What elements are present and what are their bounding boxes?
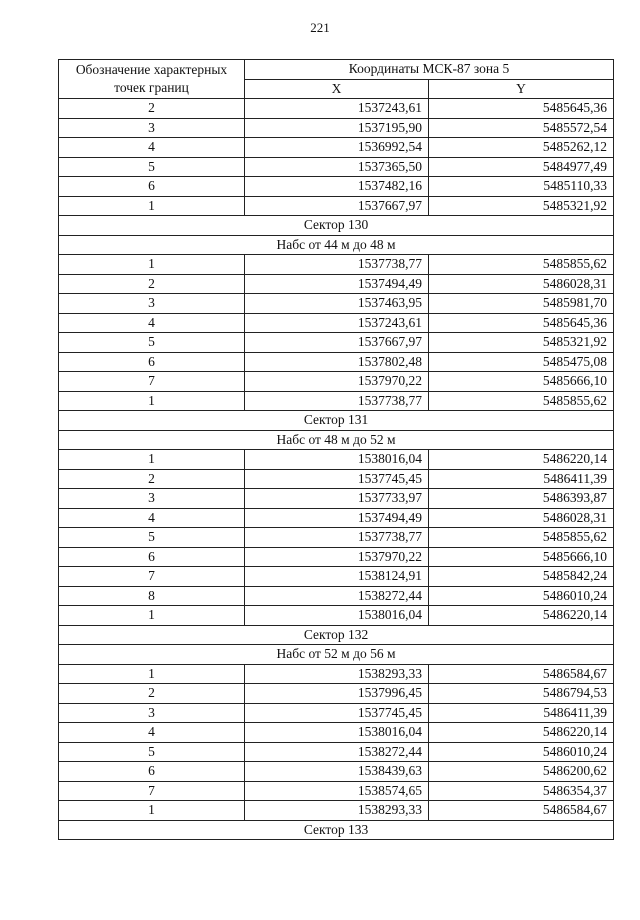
- section-label: Сектор 133: [59, 820, 614, 840]
- table-row: [59, 255, 614, 275]
- y-coordinate-cell: 5485572,54: [429, 118, 614, 138]
- table-body: [59, 99, 614, 840]
- y-coordinate-cell: 5485855,62: [429, 528, 614, 548]
- y-coordinate-cell: 5485475,08: [429, 352, 614, 372]
- y-coordinate-cell: 5485262,12: [429, 138, 614, 158]
- point-number-cell: 2: [59, 99, 245, 119]
- x-coordinate-cell: 1537733,97: [245, 489, 429, 509]
- table-row: [59, 489, 614, 509]
- section-label: Сектор 130: [59, 216, 614, 236]
- point-number-cell: 3: [59, 703, 245, 723]
- point-number-cell: 3: [59, 489, 245, 509]
- table-row: [59, 391, 614, 411]
- y-coordinate-cell: 5485666,10: [429, 372, 614, 392]
- x-coordinate-cell: 1537745,45: [245, 703, 429, 723]
- table-row: [59, 528, 614, 548]
- point-number-cell: 7: [59, 781, 245, 801]
- table-row: [59, 586, 614, 606]
- table-row: [59, 138, 614, 158]
- table-row: [59, 781, 614, 801]
- y-coordinate-cell: 5485855,62: [429, 255, 614, 275]
- point-number-cell: 1: [59, 391, 245, 411]
- x-coordinate-cell: 1537365,50: [245, 157, 429, 177]
- section-label: Сектор 131: [59, 411, 614, 431]
- table-row: [59, 567, 614, 587]
- y-coordinate-cell: 5486220,14: [429, 723, 614, 743]
- y-coordinate-cell: 5485645,36: [429, 313, 614, 333]
- point-number-cell: 1: [59, 664, 245, 684]
- x-coordinate-cell: 1537738,77: [245, 255, 429, 275]
- y-coordinate-cell: 5486411,39: [429, 703, 614, 723]
- point-number-cell: 1: [59, 450, 245, 470]
- y-coordinate-cell: 5485855,62: [429, 391, 614, 411]
- table-row: [59, 99, 614, 119]
- table-row: [59, 723, 614, 743]
- point-number-cell: 4: [59, 313, 245, 333]
- y-coordinate-cell: 5485666,10: [429, 547, 614, 567]
- point-number-cell: 1: [59, 255, 245, 275]
- table-row: [59, 469, 614, 489]
- y-coordinate-cell: 5486028,31: [429, 274, 614, 294]
- x-coordinate-cell: 1538016,04: [245, 606, 429, 626]
- y-coordinate-cell: 5485321,92: [429, 333, 614, 353]
- section-label-row: [59, 235, 614, 255]
- point-number-cell: 2: [59, 274, 245, 294]
- point-number-cell: 2: [59, 469, 245, 489]
- coordinates-system-header: Координаты МСК-87 зона 5: [245, 60, 614, 80]
- y-coordinate-cell: 5484977,49: [429, 157, 614, 177]
- table-row: [59, 801, 614, 821]
- point-number-cell: 1: [59, 196, 245, 216]
- point-number-cell: 2: [59, 684, 245, 704]
- section-label-row: [59, 216, 614, 236]
- x-coordinate-cell: 1537482,16: [245, 177, 429, 197]
- x-coordinate-cell: 1538293,33: [245, 801, 429, 821]
- y-coordinate-cell: 5486220,14: [429, 606, 614, 626]
- point-number-cell: 6: [59, 177, 245, 197]
- point-number-cell: 4: [59, 138, 245, 158]
- y-coordinate-cell: 5486584,67: [429, 801, 614, 821]
- point-number-cell: 5: [59, 528, 245, 548]
- table-row: [59, 313, 614, 333]
- point-number-cell: 5: [59, 742, 245, 762]
- y-coordinate-cell: 5486354,37: [429, 781, 614, 801]
- table-row: [59, 352, 614, 372]
- y-column-header: Y: [429, 79, 614, 99]
- point-number-cell: 5: [59, 333, 245, 353]
- y-coordinate-cell: 5486794,53: [429, 684, 614, 704]
- point-designation-header: Обозначение характерных точек границ: [59, 60, 245, 99]
- section-label-row: [59, 645, 614, 665]
- table-row: [59, 196, 614, 216]
- x-coordinate-cell: 1537243,61: [245, 313, 429, 333]
- y-coordinate-cell: 5486028,31: [429, 508, 614, 528]
- table-header-row: [59, 60, 614, 80]
- x-coordinate-cell: 1538016,04: [245, 723, 429, 743]
- x-coordinate-cell: 1538124,91: [245, 567, 429, 587]
- point-number-cell: 6: [59, 547, 245, 567]
- table-row: [59, 606, 614, 626]
- table-row: [59, 450, 614, 470]
- section-label: Набс от 52 м до 56 м: [59, 645, 614, 665]
- table-row: [59, 157, 614, 177]
- x-coordinate-cell: 1537970,22: [245, 547, 429, 567]
- table-row: [59, 372, 614, 392]
- table-row: [59, 333, 614, 353]
- y-coordinate-cell: 5485842,24: [429, 567, 614, 587]
- section-label-row: [59, 625, 614, 645]
- table-row: [59, 664, 614, 684]
- x-coordinate-cell: 1538439,63: [245, 762, 429, 782]
- table-row: [59, 294, 614, 314]
- x-coordinate-cell: 1537667,97: [245, 196, 429, 216]
- x-coordinate-cell: 1537494,49: [245, 274, 429, 294]
- y-coordinate-cell: 5486393,87: [429, 489, 614, 509]
- x-coordinate-cell: 1537463,95: [245, 294, 429, 314]
- x-coordinate-cell: 1537667,97: [245, 333, 429, 353]
- x-coordinate-cell: 1538293,33: [245, 664, 429, 684]
- point-number-cell: 1: [59, 801, 245, 821]
- x-column-header: X: [245, 79, 429, 99]
- point-number-cell: 3: [59, 118, 245, 138]
- x-coordinate-cell: 1537802,48: [245, 352, 429, 372]
- table-row: [59, 177, 614, 197]
- point-number-cell: 7: [59, 372, 245, 392]
- table-row: [59, 508, 614, 528]
- point-number-cell: 6: [59, 762, 245, 782]
- y-coordinate-cell: 5486220,14: [429, 450, 614, 470]
- coordinates-table: [58, 59, 614, 840]
- point-number-cell: 7: [59, 567, 245, 587]
- y-coordinate-cell: 5486010,24: [429, 742, 614, 762]
- x-coordinate-cell: 1538272,44: [245, 586, 429, 606]
- x-coordinate-cell: 1537494,49: [245, 508, 429, 528]
- section-label: Набс от 44 м до 48 м: [59, 235, 614, 255]
- y-coordinate-cell: 5485321,92: [429, 196, 614, 216]
- table-row: [59, 274, 614, 294]
- y-coordinate-cell: 5486200,62: [429, 762, 614, 782]
- y-coordinate-cell: 5485645,36: [429, 99, 614, 119]
- y-coordinate-cell: 5485981,70: [429, 294, 614, 314]
- x-coordinate-cell: 1537738,77: [245, 391, 429, 411]
- table-row: [59, 742, 614, 762]
- y-coordinate-cell: 5486411,39: [429, 469, 614, 489]
- table-row: [59, 547, 614, 567]
- point-number-cell: 5: [59, 157, 245, 177]
- x-coordinate-cell: 1536992,54: [245, 138, 429, 158]
- section-label: Сектор 132: [59, 625, 614, 645]
- section-label-row: [59, 430, 614, 450]
- point-number-cell: 6: [59, 352, 245, 372]
- x-coordinate-cell: 1537195,90: [245, 118, 429, 138]
- table-row: [59, 684, 614, 704]
- section-label-row: [59, 820, 614, 840]
- section-label-row: [59, 411, 614, 431]
- x-coordinate-cell: 1537243,61: [245, 99, 429, 119]
- x-coordinate-cell: 1538016,04: [245, 450, 429, 470]
- point-number-cell: 8: [59, 586, 245, 606]
- point-number-cell: 4: [59, 723, 245, 743]
- section-label: Набс от 48 м до 52 м: [59, 430, 614, 450]
- page-number: 221: [310, 20, 330, 35]
- y-coordinate-cell: 5486010,24: [429, 586, 614, 606]
- table-row: [59, 118, 614, 138]
- x-coordinate-cell: 1537970,22: [245, 372, 429, 392]
- x-coordinate-cell: 1537745,45: [245, 469, 429, 489]
- table-row: [59, 703, 614, 723]
- point-number-cell: 1: [59, 606, 245, 626]
- point-number-cell: 3: [59, 294, 245, 314]
- point-number-cell: 4: [59, 508, 245, 528]
- x-coordinate-cell: 1538574,65: [245, 781, 429, 801]
- table-row: [59, 762, 614, 782]
- x-coordinate-cell: 1537738,77: [245, 528, 429, 548]
- y-coordinate-cell: 5486584,67: [429, 664, 614, 684]
- x-coordinate-cell: 1538272,44: [245, 742, 429, 762]
- x-coordinate-cell: 1537996,45: [245, 684, 429, 704]
- y-coordinate-cell: 5485110,33: [429, 177, 614, 197]
